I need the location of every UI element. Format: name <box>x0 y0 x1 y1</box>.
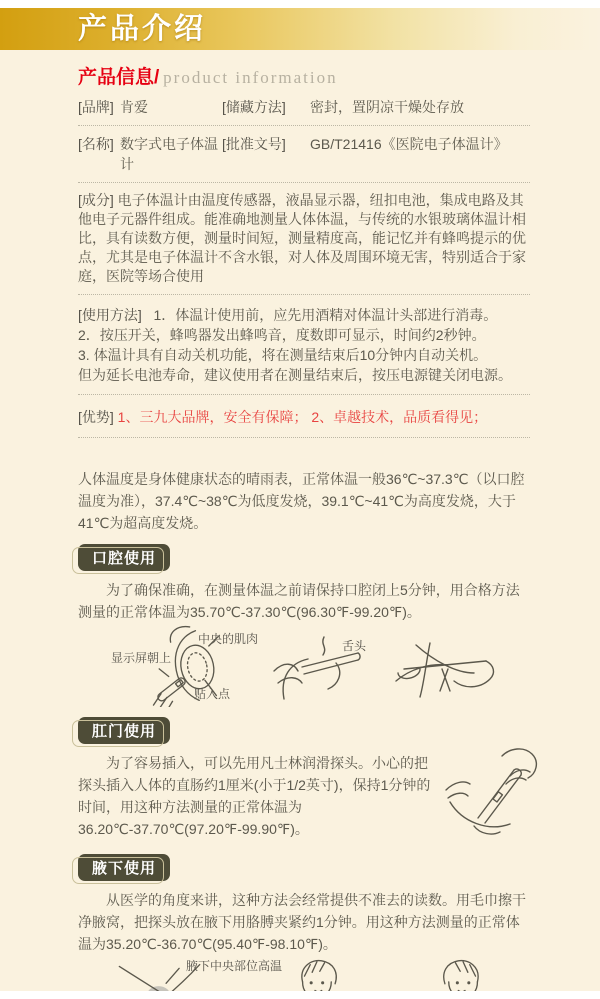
oral-section-header <box>78 544 530 571</box>
usage-step-3: 3. 体温计具有自动关机功能，将在测量结束后10分钟内自动关机。 <box>78 347 488 363</box>
rectal-block <box>78 752 530 840</box>
armpit-text: 从医学的角度来讲，这种方法会经常提供不准去的读数。用毛巾擦干净腋窝，把探头放在腋下用胳膊夹紧约1分钟。用这种方法测量的正常体温为35.20℃-36.70℃(95.40℉-98.10℉)。 <box>78 892 526 952</box>
usage-block <box>78 305 530 395</box>
oral-label-insert-point: 贴入点 <box>194 687 231 701</box>
usage-step-2: 2．按压开关，蜂鸣器发出蜂鸣音，度数即可显示，时间约2秒钟。 <box>78 327 486 343</box>
advantage-label: [优势] <box>78 409 114 425</box>
oral-label-central-muscle: 中央的肌肉 <box>198 632 259 646</box>
section-heading <box>78 62 530 89</box>
advantage-row <box>78 407 530 438</box>
armpit-section-header <box>78 854 530 881</box>
top-divider <box>0 0 600 8</box>
rectal-section-header <box>78 717 530 744</box>
approval-value: GB/T21416《医院电子体温计》 <box>310 136 508 152</box>
oral-hand-mouth-illustration <box>266 633 371 703</box>
section-heading-en: product information <box>163 68 338 87</box>
oral-text: 为了确保准确，在测量体温之前请保持口腔闭上5分钟，用合格方法测量的正常体温为35.70℃-37.30℃(96.30℉-99.20℉)。 <box>78 582 520 620</box>
info-row-name-approval <box>78 134 530 183</box>
bottom-divider <box>0 991 600 999</box>
composition-text: 电子体温计由温度传感器，液晶显示器，纽扣电池，集成电路及其他电子元器件组成。能准确地测量人体体温，与传统的水银玻璃体温计相比，具有读数方便，测量时间短，测量精度高，能记忆并有蜂鸣提示的优点，尤其是电子体温计不含水银，对人体及周围环境无害，特别适合于家庭，医院等场合使用 <box>78 192 526 284</box>
body-temperature-intro: 人体温度是身体健康状态的晴雨表，正常体温一般36℃~37.3℃（以口腔温度为准），37.4℃~38℃为低度发烧，39.1℃~41℃为高度发烧，大于41℃为超高度发烧。 <box>78 471 525 531</box>
storage-label: [储藏方法] <box>222 99 286 115</box>
oral-mouth-illustration <box>126 625 241 707</box>
name-label: [名称] <box>78 136 114 152</box>
oral-hand-sketch-illustration <box>390 639 500 701</box>
usage-note: 但为延长电池寿命，建议使用者在测量结束后，按压电源键关闭电源。 <box>78 367 512 383</box>
content-area <box>0 62 600 999</box>
oral-label-display-up: 显示屏朝上 <box>111 651 172 665</box>
page-title: 产品介绍 <box>78 13 207 45</box>
advantage-text: 1、三九大品牌，安全有保障； 2、卓越技术，品质看得见； <box>117 409 488 425</box>
rectal-badge: 肛门使用 <box>78 717 170 744</box>
usage-label: [使用方法] <box>78 307 142 323</box>
storage-value: 密封，置阴凉干燥处存放 <box>310 99 464 115</box>
armpit-label-hot-spot: 腋下中央部位高温 <box>186 959 283 973</box>
oral-badge: 口腔使用 <box>78 544 170 571</box>
brand-value: 肯爱 <box>120 99 148 115</box>
oral-label-tongue: 舌头 <box>342 639 367 653</box>
composition-label: [成分] <box>78 192 114 208</box>
usage-step-1: 1．体温计使用前，应先用酒精对体温计头部进行消毒。 <box>153 307 498 323</box>
info-row-brand-storage <box>78 97 530 126</box>
name-value: 数字式电子体温计 <box>120 136 218 172</box>
section-heading-zh: 产品信息/ <box>78 67 160 88</box>
rectal-hands-illustration <box>444 746 544 838</box>
armpit-badge: 腋下使用 <box>78 854 170 881</box>
brand-label: [品牌] <box>78 99 114 115</box>
rectal-text: 为了容易插入，可以先用凡士林润滑探头。小心的把探头插入人体的直肠约1厘米(小于1/2英寸)，保持1分钟的时间，用这种方法测量的正常体温为36.20℃-37.70℃(97.20℉-99.90℉)。 <box>78 755 431 837</box>
composition-paragraph <box>78 191 530 295</box>
oral-illustrations <box>78 625 530 707</box>
approval-label: [批准文号] <box>222 136 286 152</box>
banner <box>0 8 600 50</box>
